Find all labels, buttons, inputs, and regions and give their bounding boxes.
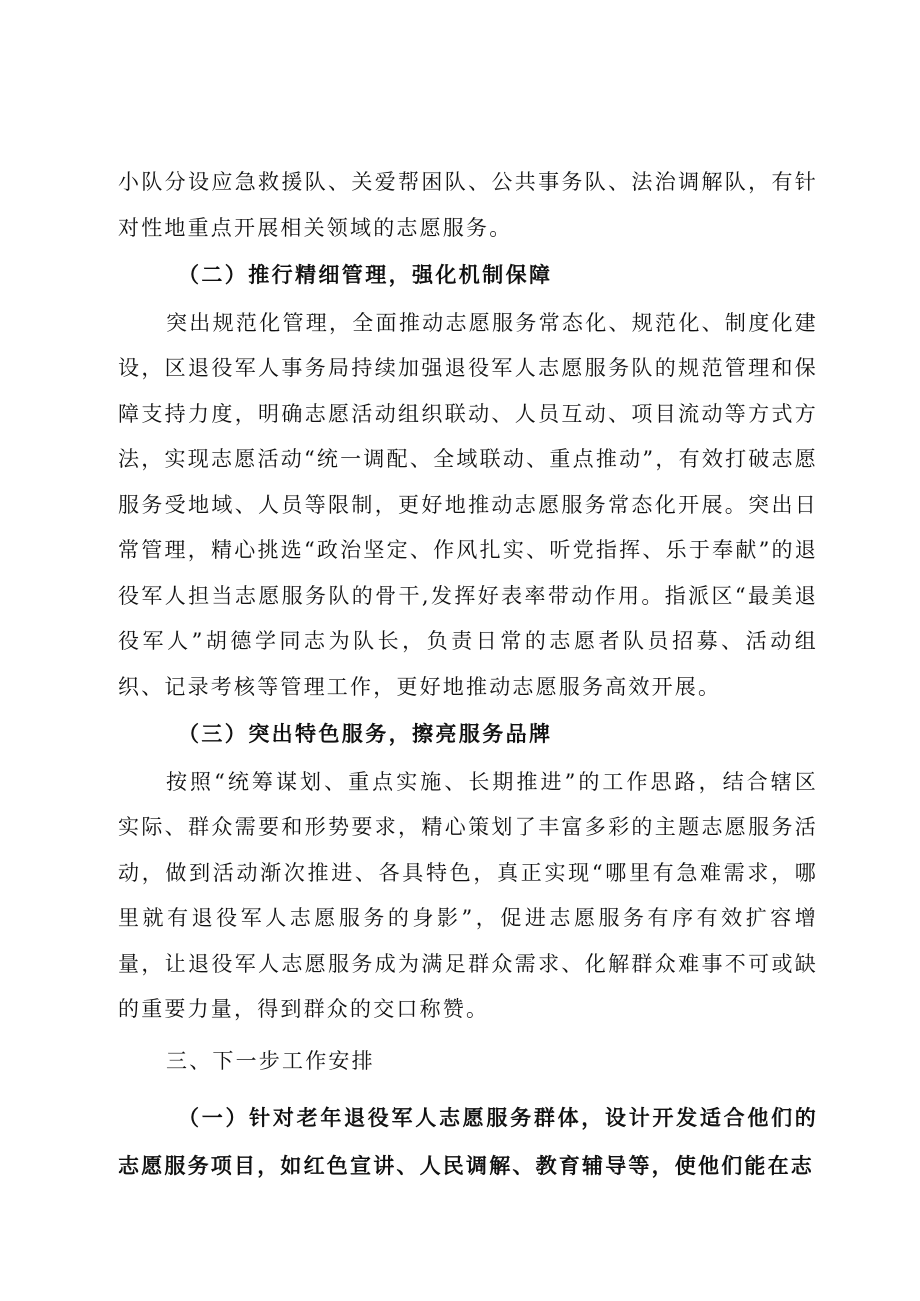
section-title-next-steps: 三、下一步工作安排 <box>166 1048 375 1073</box>
paragraph-fine-management: 突出规范化管理，全面推动志愿服务常态化、规范化、制度化建设，区退役军人事务局持续加强退役军人志愿服务队的规范管理和保障支持力度，明确志愿活动组织联动、人员互动、项目流动等方式方法，实现志愿活动“统一调配、全域联动、重点推动”，有效打破志愿服务受地域、人员等限制，更好地推动志愿服务常态化开展。突出日常管理，精心挑选“政治坚定、作风扎实、听党指挥、乐于奉献”的退役军人担当志愿服务队的骨干,发挥好表率带动作用。指派区“最美退役军人”胡德学同志为队长，负责日常的志愿者队员招募、活动组织、记录考核等管理工作，更好地推动志愿服务高效开展。 <box>118 310 818 699</box>
subheading-featured-service: （三）突出特色服务，擦亮服务品牌 <box>178 722 553 746</box>
document-body <box>118 160 818 1190</box>
paragraph-continuation: 小队分设应急救援队、关爱帮困队、公共事务队、法治调解队，有针对性地重点开展相关领域的志愿服务。 <box>118 170 818 240</box>
subheading-fine-management: （二）推行精细管理，强化机制保障 <box>178 263 553 287</box>
paragraph-elderly-veterans: （一）针对老年退役军人志愿服务群体，设计开发适合他们的志愿服务项目，如红色宣讲、人民调解、教育辅导等，使他们能在志 <box>118 1106 818 1178</box>
paragraph-featured-service: 按照“统筹谋划、重点实施、长期推进”的工作思路，结合辖区实际、群众需要和形势要求，精心策划了丰富多彩的主题志愿服务活动，做到活动渐次推进、各具特色，真正实现“哪里有急难需求，哪里就有退役军人志愿服务的身影”，促进志愿服务有序有效扩容增量，让退役军人志愿服务成为满足群众需求、化解群众难事不可或缺的重要力量，得到群众的交口称赞。 <box>118 769 818 1021</box>
